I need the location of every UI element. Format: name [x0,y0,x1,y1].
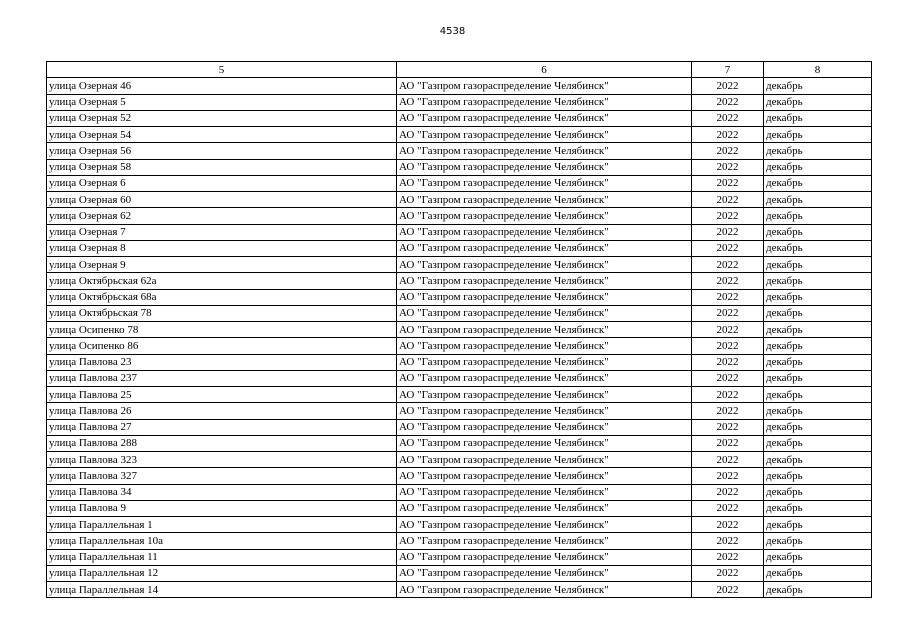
table-row [47,517,872,533]
organization-cell: АО "Газпром газораспределение Челябинск" [397,435,692,451]
organization-cell: АО "Газпром газораспределение Челябинск" [397,110,692,126]
address-cell: улица Павлова 327 [47,468,397,484]
year-cell: 2022 [692,94,764,110]
table-row [47,94,872,110]
month-cell: декабрь [764,78,872,94]
month-cell: декабрь [764,110,872,126]
organization-cell: АО "Газпром газораспределение Челябинск" [397,403,692,419]
table-row [47,143,872,159]
organization-cell: АО "Газпром газораспределение Челябинск" [397,565,692,581]
organization-cell: АО "Газпром газораспределение Челябинск" [397,517,692,533]
organization-cell: АО "Газпром газораспределение Челябинск" [397,468,692,484]
table-row [47,370,872,386]
month-cell: декабрь [764,257,872,273]
organization-cell: АО "Газпром газораспределение Челябинск" [397,338,692,354]
table-row [47,78,872,94]
table-row [47,549,872,565]
month-cell: декабрь [764,565,872,581]
address-cell: улица Октябрьская 68а [47,289,397,305]
year-cell: 2022 [692,175,764,191]
month-cell: декабрь [764,192,872,208]
table-row [47,224,872,240]
month-cell: декабрь [764,387,872,403]
month-cell: декабрь [764,94,872,110]
table-row [47,159,872,175]
address-cell: улица Озерная 5 [47,94,397,110]
month-cell: декабрь [764,208,872,224]
address-cell: улица Озерная 56 [47,143,397,159]
table-row [47,127,872,143]
year-cell: 2022 [692,240,764,256]
address-cell: улица Павлова 34 [47,484,397,500]
year-cell: 2022 [692,484,764,500]
address-cell: улица Павлова 9 [47,500,397,516]
year-cell: 2022 [692,468,764,484]
month-cell: декабрь [764,403,872,419]
month-cell: декабрь [764,305,872,321]
table-row [47,208,872,224]
organization-cell: АО "Газпром газораспределение Челябинск" [397,289,692,305]
address-cell: улица Параллельная 11 [47,549,397,565]
month-cell: декабрь [764,127,872,143]
page-number: 4538 [439,26,466,37]
month-cell: декабрь [764,484,872,500]
year-cell: 2022 [692,224,764,240]
year-cell: 2022 [692,435,764,451]
month-cell: декабрь [764,533,872,549]
address-cell: улица Павлова 26 [47,403,397,419]
year-cell: 2022 [692,452,764,468]
table-row [47,468,872,484]
organization-cell: АО "Газпром газораспределение Челябинск" [397,354,692,370]
address-cell: улица Озерная 52 [47,110,397,126]
year-cell: 2022 [692,273,764,289]
month-cell: декабрь [764,322,872,338]
month-cell: декабрь [764,370,872,386]
address-cell: улица Параллельная 12 [47,565,397,581]
month-cell: декабрь [764,175,872,191]
table-row [47,565,872,581]
address-cell: улица Павлова 25 [47,387,397,403]
organization-cell: АО "Газпром газораспределение Челябинск" [397,484,692,500]
year-cell: 2022 [692,110,764,126]
table-row [47,338,872,354]
month-cell: декабрь [764,500,872,516]
organization-cell: АО "Газпром газораспределение Челябинск" [397,78,692,94]
address-cell: улица Параллельная 14 [47,582,397,598]
year-cell: 2022 [692,370,764,386]
address-cell: улица Осипенко 86 [47,338,397,354]
organization-cell: АО "Газпром газораспределение Челябинск" [397,159,692,175]
year-cell: 2022 [692,387,764,403]
table-row [47,175,872,191]
table-row [47,387,872,403]
address-cell: улица Октябрьская 62а [47,273,397,289]
year-cell: 2022 [692,549,764,565]
month-cell: декабрь [764,549,872,565]
organization-cell: АО "Газпром газораспределение Челябинск" [397,127,692,143]
address-cell: улица Октябрьская 78 [47,305,397,321]
address-cell: улица Павлова 27 [47,419,397,435]
year-cell: 2022 [692,354,764,370]
column-header-6: 6 [397,62,692,78]
table-row [47,257,872,273]
table-row [47,500,872,516]
month-cell: декабрь [764,517,872,533]
organization-cell: АО "Газпром газораспределение Челябинск" [397,419,692,435]
organization-cell: АО "Газпром газораспределение Челябинск" [397,175,692,191]
table-row [47,533,872,549]
address-cell: улица Озерная 8 [47,240,397,256]
table-row [47,322,872,338]
table-row [47,403,872,419]
month-cell: декабрь [764,159,872,175]
month-cell: декабрь [764,452,872,468]
year-cell: 2022 [692,192,764,208]
month-cell: декабрь [764,338,872,354]
year-cell: 2022 [692,533,764,549]
organization-cell: АО "Газпром газораспределение Челябинск" [397,257,692,273]
organization-cell: АО "Газпром газораспределение Челябинск" [397,192,692,208]
organization-cell: АО "Газпром газораспределение Челябинск" [397,549,692,565]
year-cell: 2022 [692,289,764,305]
address-cell: улица Озерная 62 [47,208,397,224]
table-row [47,289,872,305]
address-cell: улица Озерная 60 [47,192,397,208]
month-cell: декабрь [764,289,872,305]
year-cell: 2022 [692,322,764,338]
organization-cell: АО "Газпром газораспределение Челябинск" [397,305,692,321]
year-cell: 2022 [692,338,764,354]
table-row [47,273,872,289]
header-row [47,62,872,78]
year-cell: 2022 [692,517,764,533]
month-cell: декабрь [764,143,872,159]
address-cell: улица Озерная 54 [47,127,397,143]
table-row [47,419,872,435]
address-cell: улица Осипенко 78 [47,322,397,338]
organization-cell: АО "Газпром газораспределение Челябинск" [397,94,692,110]
organization-cell: АО "Газпром газораспределение Челябинск" [397,273,692,289]
table-row [47,110,872,126]
address-cell: улица Параллельная 10а [47,533,397,549]
month-cell: декабрь [764,354,872,370]
data-table [46,61,872,598]
organization-cell: АО "Газпром газораспределение Челябинск" [397,533,692,549]
address-cell: улица Озерная 6 [47,175,397,191]
organization-cell: АО "Газпром газораспределение Челябинск" [397,500,692,516]
year-cell: 2022 [692,500,764,516]
organization-cell: АО "Газпром газораспределение Челябинск" [397,208,692,224]
year-cell: 2022 [692,127,764,143]
address-cell: улица Параллельная 1 [47,517,397,533]
organization-cell: АО "Газпром газораспределение Челябинск" [397,387,692,403]
address-cell: улица Павлова 23 [47,354,397,370]
address-cell: улица Озерная 58 [47,159,397,175]
table-row [47,582,872,598]
year-cell: 2022 [692,208,764,224]
address-cell: улица Озерная 9 [47,257,397,273]
organization-cell: АО "Газпром газораспределение Челябинск" [397,452,692,468]
address-cell: улица Озерная 7 [47,224,397,240]
table-row [47,452,872,468]
year-cell: 2022 [692,565,764,581]
organization-cell: АО "Газпром газораспределение Челябинск" [397,143,692,159]
organization-cell: АО "Газпром газораспределение Челябинск" [397,370,692,386]
table-row [47,192,872,208]
address-cell: улица Озерная 46 [47,78,397,94]
table-row [47,240,872,256]
year-cell: 2022 [692,257,764,273]
organization-cell: АО "Газпром газораспределение Челябинск" [397,240,692,256]
table-row [47,484,872,500]
address-cell: улица Павлова 323 [47,452,397,468]
column-header-8: 8 [764,62,872,78]
organization-cell: АО "Газпром газораспределение Челябинск" [397,224,692,240]
organization-cell: АО "Газпром газораспределение Челябинск" [397,322,692,338]
year-cell: 2022 [692,305,764,321]
year-cell: 2022 [692,403,764,419]
year-cell: 2022 [692,159,764,175]
month-cell: декабрь [764,240,872,256]
address-cell: улица Павлова 237 [47,370,397,386]
column-header-5: 5 [47,62,397,78]
organization-cell: АО "Газпром газораспределение Челябинск" [397,582,692,598]
year-cell: 2022 [692,582,764,598]
table-row [47,354,872,370]
year-cell: 2022 [692,78,764,94]
year-cell: 2022 [692,419,764,435]
month-cell: декабрь [764,419,872,435]
year-cell: 2022 [692,143,764,159]
month-cell: декабрь [764,273,872,289]
table-row [47,435,872,451]
address-cell: улица Павлова 288 [47,435,397,451]
table-row [47,305,872,321]
month-cell: декабрь [764,468,872,484]
month-cell: декабрь [764,435,872,451]
month-cell: декабрь [764,582,872,598]
table-body [47,78,872,598]
month-cell: декабрь [764,224,872,240]
column-header-7: 7 [692,62,764,78]
